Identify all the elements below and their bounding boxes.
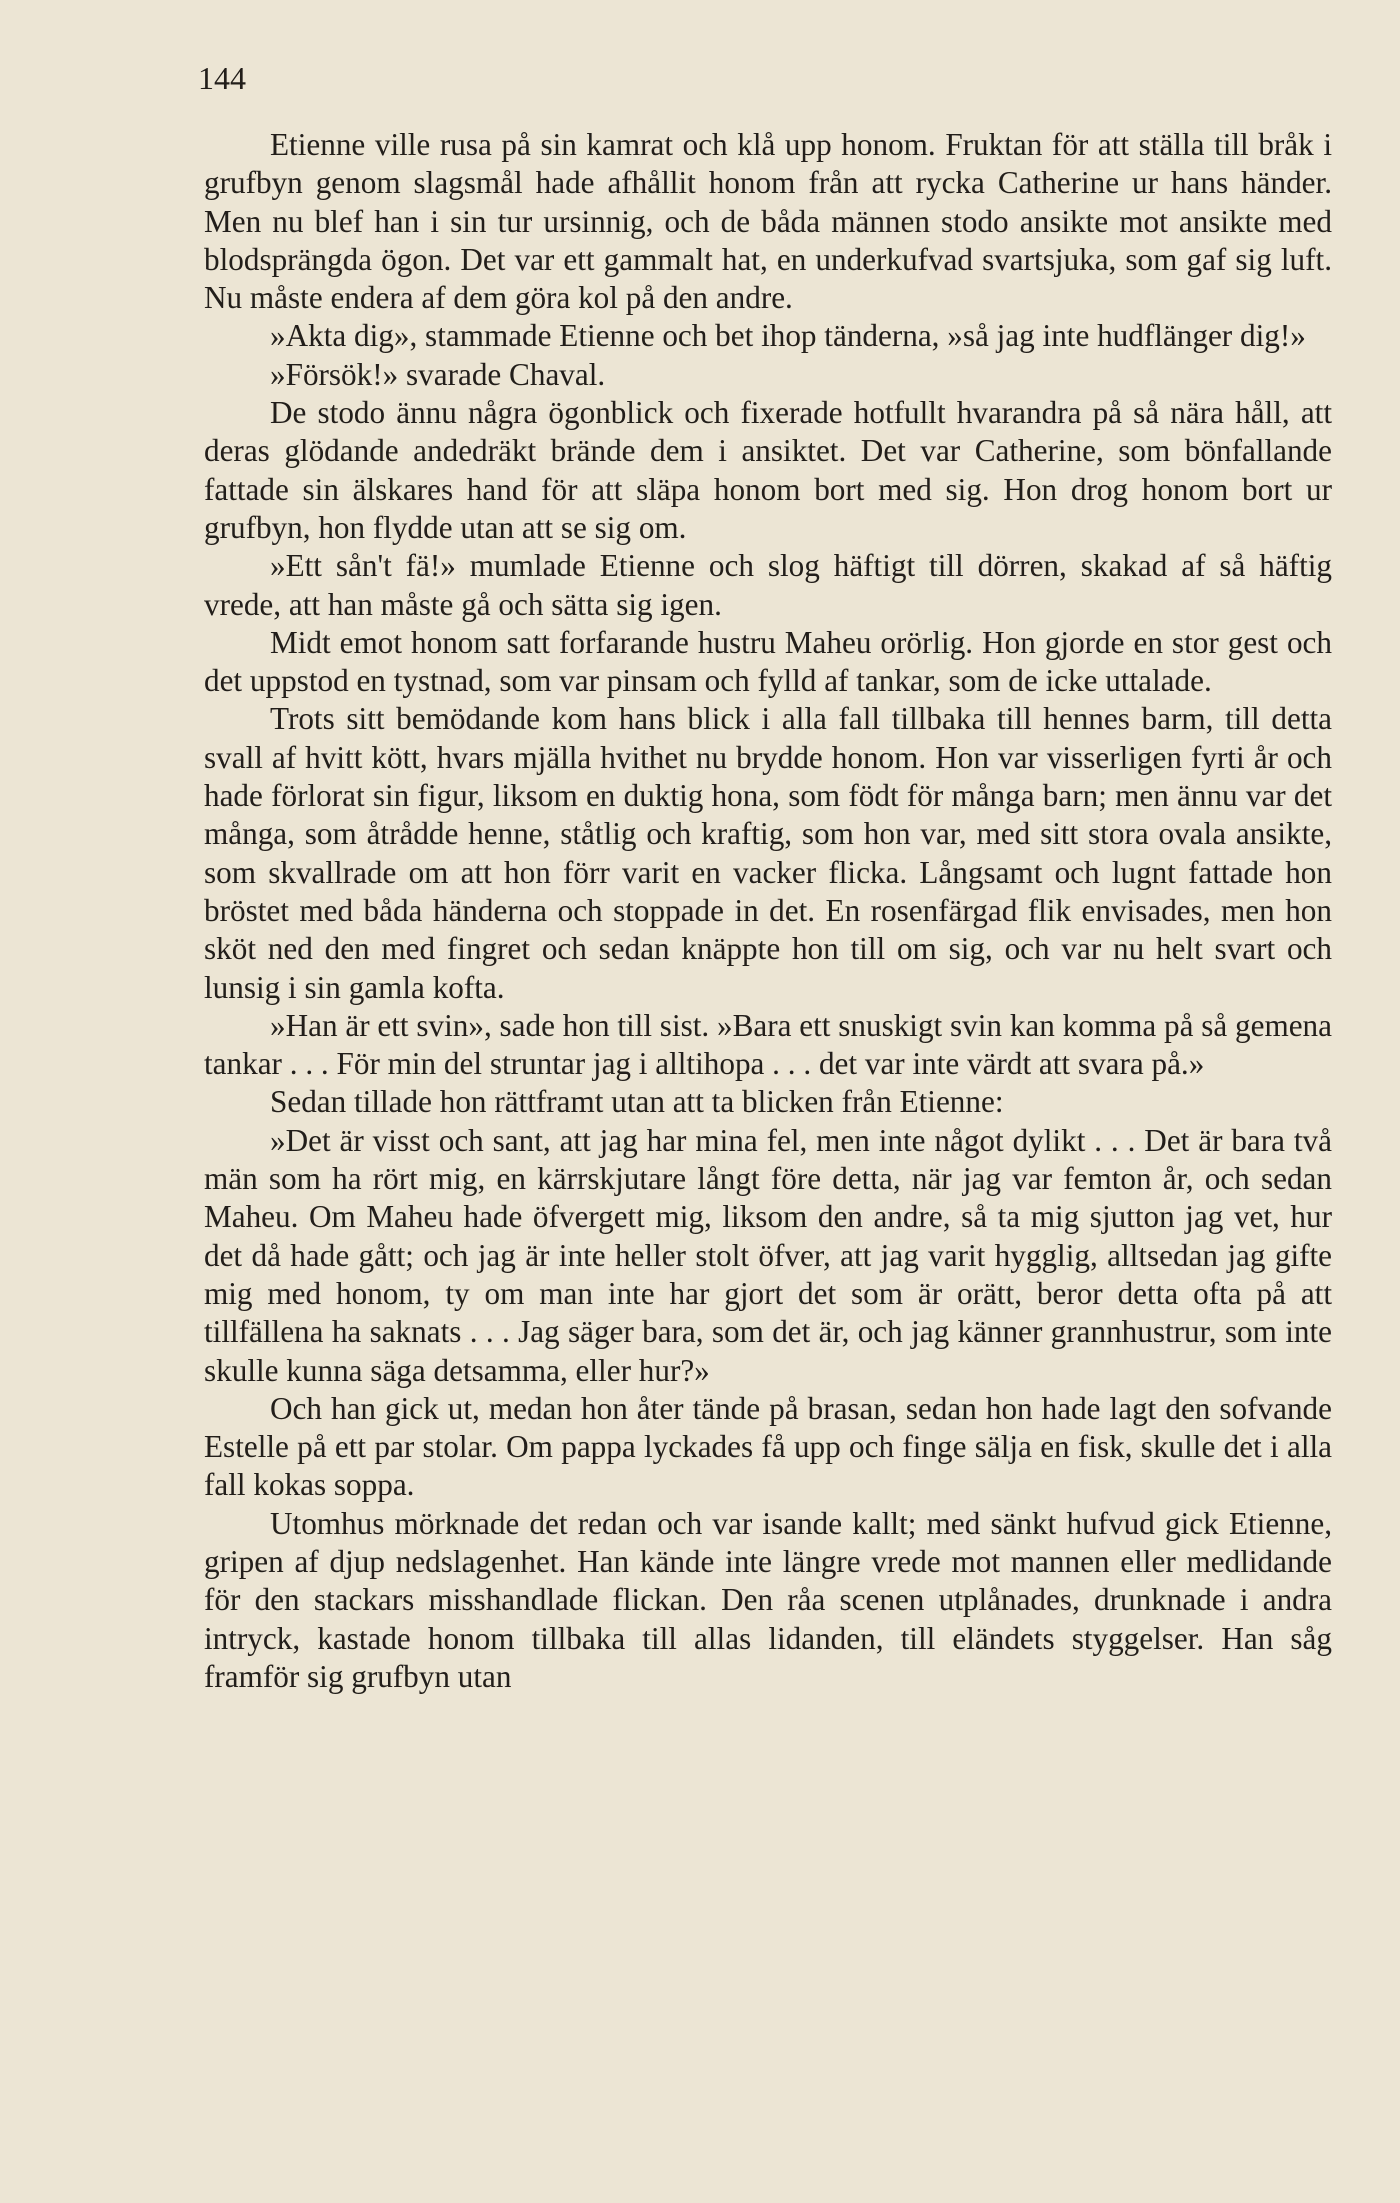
page-number: 144: [198, 60, 246, 96]
paragraph: De stodo ännu några ögonblick och fixerade hotfullt hvarandra på så nära håll, att deras glödande andedräkt brände dem i ansiktet. Det var Catherine, som bönfallande fattade sin älskares hand för att släpa honom bort med sig. Hon drog honom bort ur grufbyn, hon flydde utan att se sig om.: [204, 395, 1332, 545]
paragraph: »Akta dig», stammade Etienne och bet ihop tänderna, »så jag inte hudflänger dig!»: [270, 318, 1306, 354]
paragraph: Sedan tillade hon rättframt utan att ta blicken från Etienne:: [270, 1084, 1004, 1120]
paragraph: »Det är visst och sant, att jag har mina fel, men inte något dylikt . . . Det är bara två män som ha rört mig, en kärrskjutare långt före detta, när jag var femton år, och sedan Maheu. Om Maheu hade öfvergett mig, liksom den andre, så ta mig sjutton jag vet, hur det då hade gått; och jag är inte heller stolt öfver, att jag varit hygglig, alltsedan jag gifte mig med honom, ty om man inte har gjort det som är orätt, beror detta ofta på att tillfällena ha saknats . . . Jag säger bara, som det är, och jag känner grannhustrur, som inte skulle kunna säga detsamma, eller hur?»: [204, 1122, 1332, 1388]
paragraph: Etienne ville rusa på sin kamrat och klå upp honom. Fruktan för att ställa till bråk i grufbyn genom slagsmål hade afhållit honom från att rycka Catherine ur hans händer. Men nu blef han i sin tur ursinnig, och de båda männen stodo ansikte mot ansikte med blodsprängda ögon. Det var ett gammalt hat, en underkufvad svartsjuka, som gaf sig luft. Nu måste endera af dem göra kol på den andre.: [204, 127, 1332, 316]
paragraph: Och han gick ut, medan hon åter tände på brasan, sedan hon hade lagt den sofvande Estelle på ett par stolar. Om pappa lyckades få upp och finge sälja en fisk, skulle det i alla fall kokas soppa.: [204, 1390, 1332, 1503]
paragraph: Midt emot honom satt forfarande hustru Maheu orörlig. Hon gjorde en stor gest och det uppstod en tystnad, som var pinsam och fylld af tankar, som de icke uttalade.: [204, 624, 1332, 699]
paragraph: »Han är ett svin», sade hon till sist. »Bara ett snuskigt svin kan komma på så gemena tankar . . . För min del struntar jag i alltihopa . . . det var inte värdt att svara på.»: [204, 1007, 1332, 1082]
paragraph: »Ett sån't fä!» mumlade Etienne och slog häftigt till dörren, skakad af så häftig vrede, att han måste gå och sätta sig igen.: [204, 548, 1332, 622]
paragraph: Utomhus mörknade det redan och var isande kallt; med sänkt hufvud gick Etienne, gripen af djup nedslagenhet. Han kände inte längre vrede mot mannen eller medlidande för den stackars misshandlade flickan. Den råa scenen utplånades, drunknade i andra intryck, kastade honom tillbaka till allas lidanden, till eländets styggelser. Han såg framför sig grufbyn utan: [204, 1505, 1332, 1694]
paragraph: »Försök!» svarade Chaval.: [270, 356, 606, 392]
paragraph: Trots sitt bemödande kom hans blick i alla fall tillbaka till hennes barm, till detta svall af hvitt kött, hvars mjälla hvithet nu brydde honom. Hon var visserligen fyrti år och hade förlorat sin figur, liksom en duktig hona, som födt för många barn; men ännu var det många, som åtrådde henne, ståtlig och kraftig, som hon var, med sitt stora ovala ansikte, som skvallrade om att hon förr varit en vacker flicka. Långsamt och lugnt fattade hon bröstet med båda händerna och stoppade in det. En rosenfärgad flik envisades, men hon sköt ned den med fingret och sedan knäppte hon till om sig, och var nu helt svart och lunsig i sin gamla kofta.: [204, 701, 1332, 1005]
body-text: [204, 126, 1332, 1696]
